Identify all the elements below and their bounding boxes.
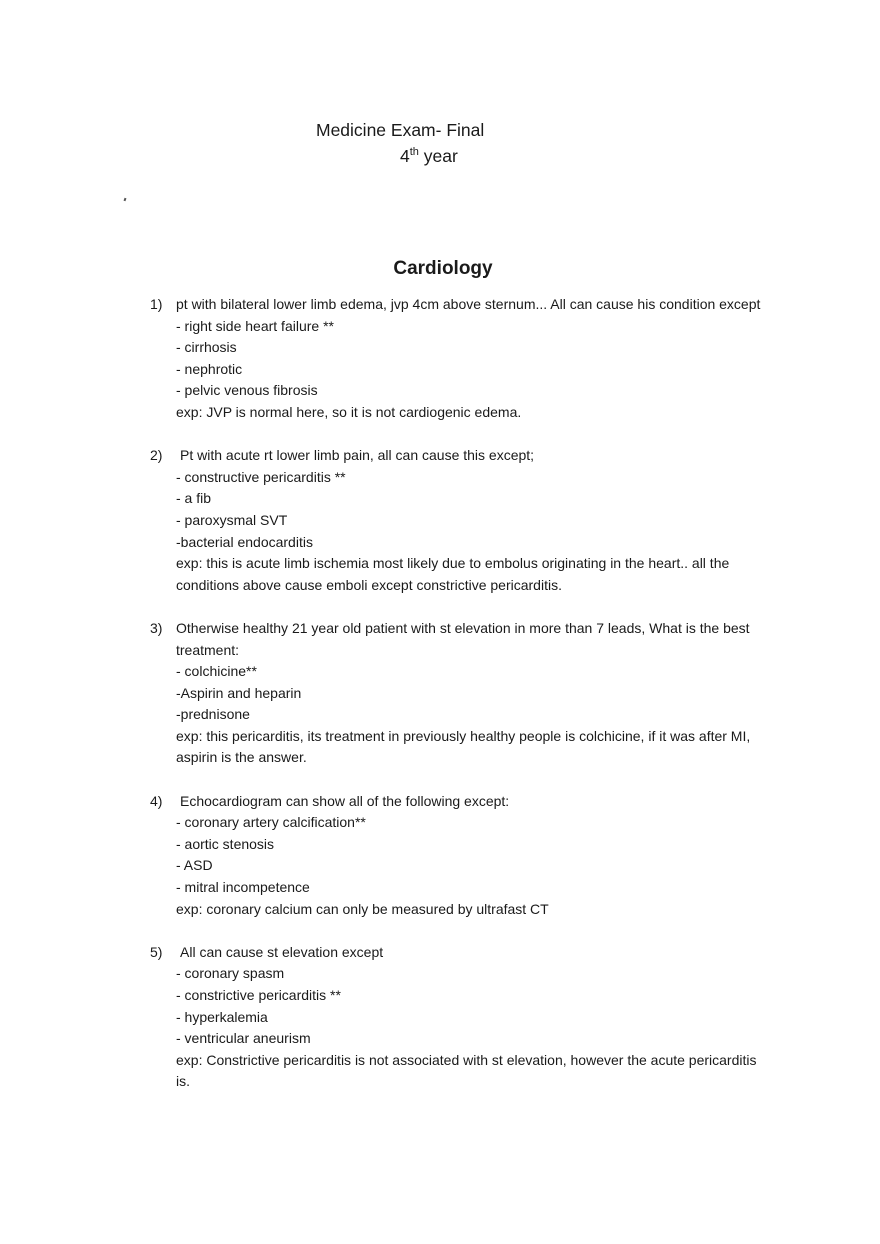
section-title: Cardiology xyxy=(393,258,493,279)
question-text: All can cause st elevation except xyxy=(180,943,384,960)
year-suffix: th xyxy=(409,146,419,158)
question-option: - constructive pericarditis ** xyxy=(176,468,346,485)
question-option: - ASD xyxy=(176,857,213,874)
question-number: 5) xyxy=(150,943,163,960)
question-explanation: exp: this pericarditis, its treatment in previously healthy people is colchicine, if it was after MI, aspirin is the answer. xyxy=(176,727,751,766)
question-text: Pt with acute rt lower limb pain, all can cause this except; xyxy=(180,447,535,464)
question-number: 2) xyxy=(150,447,163,464)
question-text: Echocardiogram can show all of the following except: xyxy=(180,792,510,809)
question-option: - mitral incompetence xyxy=(176,879,310,896)
question-text: pt with bilateral lower limb edema, jvp 4cm above sternum... All can cause his condition except xyxy=(176,296,761,312)
question-option: - constrictive pericarditis ** xyxy=(176,987,341,1003)
document-header xyxy=(316,117,576,169)
question-option: - coronary spasm xyxy=(176,965,285,982)
question-list xyxy=(150,294,770,1115)
question-option: - paroxysmal SVT xyxy=(176,511,288,528)
document-year xyxy=(316,143,576,169)
question-option: -Aspirin and heparin xyxy=(176,684,302,701)
question-explanation: exp: JVP is normal here, so it is not cardiogenic edema. xyxy=(176,403,522,420)
question-option: - nephrotic xyxy=(176,360,243,377)
question-option: - coronary artery calcification** xyxy=(176,814,366,831)
question-number: 4) xyxy=(150,792,163,809)
question-option: - aortic stenosis xyxy=(176,835,275,852)
question-number: 1) xyxy=(150,296,163,312)
question-option: - cirrhosis xyxy=(176,339,237,356)
question-item xyxy=(150,942,770,1093)
question-option: - pelvic venous fibrosis xyxy=(176,382,318,399)
question-explanation: exp: this is acute limb ischemia most likely due to embolus originating in the heart.. all the conditions above cause emboli except constrictive pericarditis. xyxy=(176,555,730,593)
question-item xyxy=(150,618,770,769)
question-explanation: exp: coronary calcium can only be measured by ultrafast CT xyxy=(176,900,549,917)
question-option: - ventricular aneurism xyxy=(176,1030,311,1047)
year-word: year xyxy=(423,146,458,166)
question-option: -prednisone xyxy=(176,706,250,723)
question-option: - a fib xyxy=(176,490,212,507)
question-item xyxy=(150,791,770,921)
question-item xyxy=(150,294,770,424)
question-option: - right side heart failure ** xyxy=(176,317,334,334)
year-number: 4 xyxy=(400,146,410,166)
question-item xyxy=(150,445,770,596)
question-text: Otherwise healthy 21 year old patient with st elevation in more than 7 leads, What is the best treatment: xyxy=(176,619,750,658)
question-number: 3) xyxy=(150,619,163,636)
document-title: Medicine Exam- Final xyxy=(316,120,485,140)
question-option: -bacterial endocarditis xyxy=(176,533,313,550)
scan-speck xyxy=(124,198,127,202)
question-explanation: exp: Constrictive pericarditis is not associated with st elevation, however the acute pericarditis is. xyxy=(176,1051,757,1090)
question-option: - colchicine** xyxy=(176,663,257,680)
question-option: - hyperkalemia xyxy=(176,1008,268,1025)
